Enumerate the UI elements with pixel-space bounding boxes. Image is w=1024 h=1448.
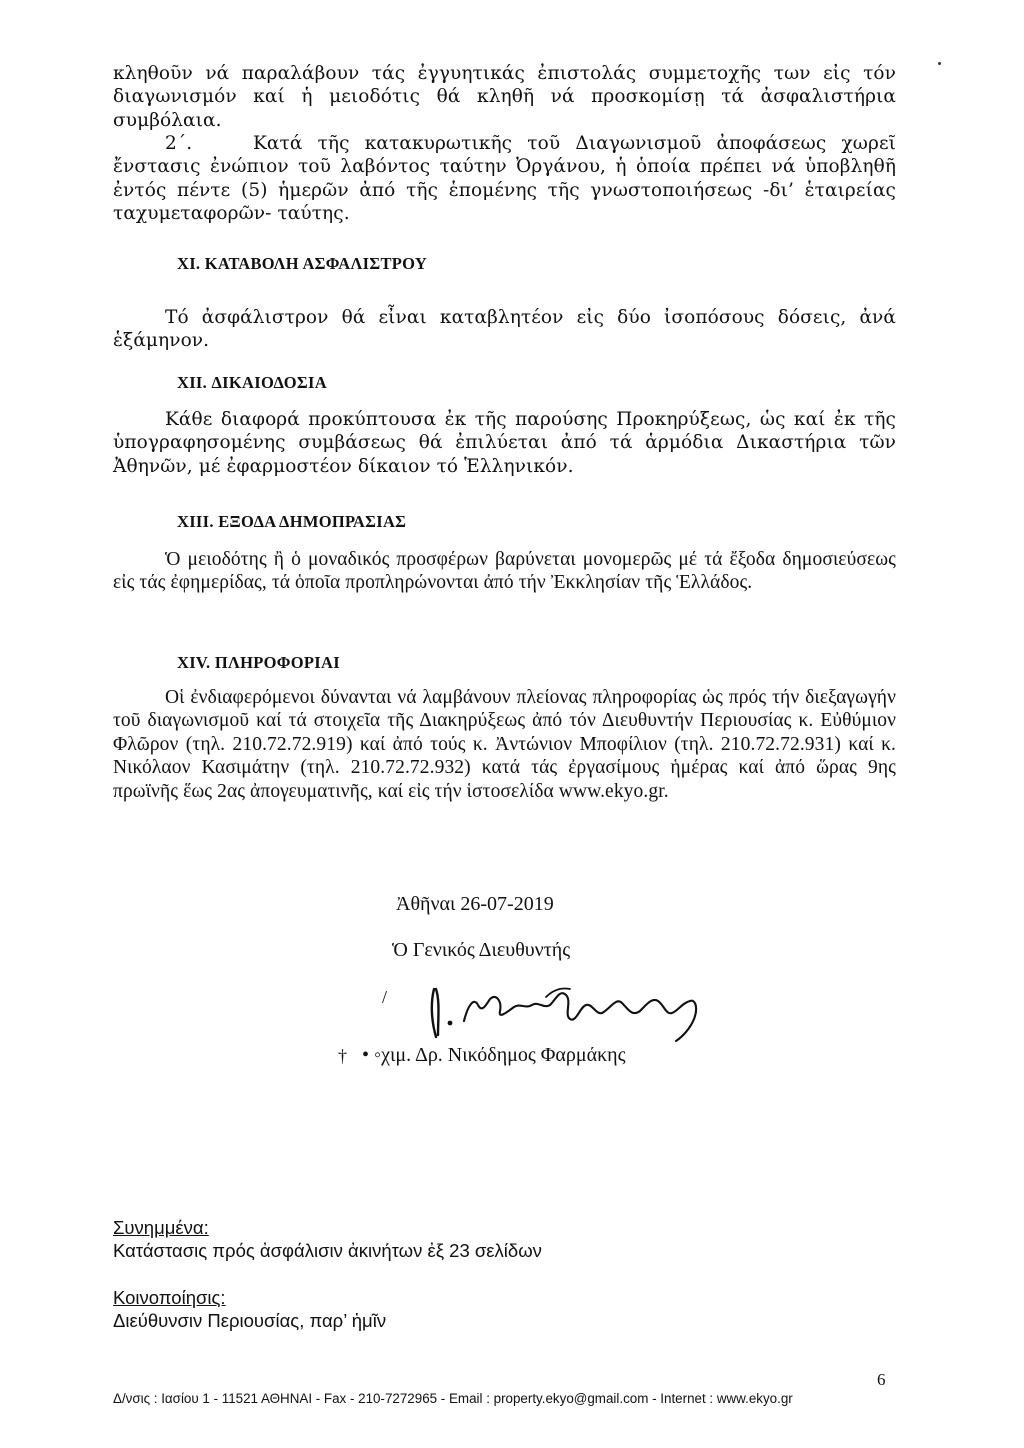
paragraph-number: 2΄.: [165, 133, 193, 154]
heading-premium-payment: XI. ΚΑΤΑΒΟΛΗ ΑΣΦΑΛΙΣΤΡΟΥ: [177, 254, 428, 273]
heading-information: XIV. ΠΛΗΡΟΦΟΡΙΑΙ: [177, 653, 340, 672]
paragraph-information: Οἱ ἐνδιαφερόμενοι δύνανται νά λαμβάνουν πλείονας πληροφορίας ὡς πρός τήν διεξαγωγήν τοῦ διαγωνισμοῦ καί τά στοιχεῖα τῆς Διακηρύξεως ἀπό τόν Διευθυντήν Περιουσίας κ. Εὐθύμιον Φλῶρον (τηλ. 210.72.72.919) καί ἀπό τούς κ. Ἀντώνιον Μποφίλιον (τηλ. 210.72.72.931) καί κ. Νικόλαον Κασιμάτην (τηλ. 210.72.72.932) κατά τάς ἐργασίμους ἡμέρας καί ἀπό ὥρας 9ης πρωϊνῆς ἕως 2ας ἀπογευματινῆς, καί εἰς τήν ἱστοσελίδα www.ekyo.gr.: [113, 687, 896, 802]
handwritten-signature: [420, 975, 710, 1043]
attachments-label: Συνημμένα:: [113, 1217, 209, 1238]
footer-contact: Δ/νσις : Ιασίου 1 - 11521 ΑΘΗΝΑΙ - Fax - 210-7272965 - Email : property.ekyo@gmail.com - Internet : www.ekyo.gr: [113, 1391, 793, 1406]
notifications-label: Κοινοποίησις:: [113, 1287, 226, 1308]
paragraph-jurisdiction: Κάθε διαφορά προκύπτουσα ἐκ τῆς παρούσης Προκηρύξεως, ὡς καί ἐκ τῆς ὑπογραφησομένης συμβάσεως θά ἐπιλύεται ἀπό τά ἁρμόδια Δικαστήρια τῶν Ἀθηνῶν, μέ ἐφαρμοστέον δίκαιον τό Ἑλληνικόν.: [113, 409, 896, 477]
paragraph-auction-expenses: Ὁ μειοδότης ἢ ὁ μοναδικός προσφέρων βαρύνεται μονομερῶς μέ τά ἔξοδα δημοσιεύσεως εἰς τάς ἐφημερίδας, τά ὁποῖα προπληρώνονται ἀπό τήν Ἐκκλησίαν τῆς Ἑλλάδος.: [113, 549, 896, 594]
paragraph-objection: [113, 132, 896, 226]
notifications-text: Διεύθυνσιν Περιουσίας, παρ’ ἡμῖν: [113, 1310, 387, 1331]
signatory-role: Ὁ Γενικός Διευθυντής: [392, 939, 571, 961]
place-date: Ἀθῆναι 26-07-2019: [396, 893, 554, 915]
attachments-text: Κατάστασις πρός ἀσφάλισιν ἀκινήτων ἐξ 23 σελίδων: [113, 1240, 542, 1261]
heading-auction-expenses: XIII. ΕΞΟΔΑ ΔΗΜΟΠΡΑΣΙΑΣ: [177, 512, 407, 531]
paragraph-continuation: κληθοῦν νά παραλάβουν τάς ἐγγυητικάς ἐπιστολάς συμμετοχῆς των εἰς τόν διαγωνισμόν καί ἡ μειοδότις θά κληθῆ νά προσκομίσῃ τά ἀσφαλιστήρια συμβόλαια.: [113, 63, 896, 131]
speck-mark: [938, 62, 941, 65]
page-number: 6: [877, 1370, 886, 1389]
heading-jurisdiction: XII. ΔΙΚΑΙΟΔΟΣΙΑ: [177, 373, 327, 392]
slash-mark: /: [382, 987, 388, 1007]
cross-mark: †: [338, 1046, 347, 1066]
signatory-name: • ◦χιμ. Δρ. Νικόδημος Φαρμάκης: [362, 1044, 626, 1066]
paragraph-premium-payment: Τό ἀσφάλιστρον θά εἶναι καταβλητέον εἰς δύο ἰσοπόσους δόσεις, ἀνά ἑξάμηνον.: [113, 307, 896, 352]
paragraph-objection-text: Κατά τῆς κατακυρωτικῆς τοῦ Διαγωνισμοῦ ἀποφάσεως χωρεῖ ἔνστασις ἐνώπιον τοῦ λαβόντος ταύτην Ὀργάνου, ἡ ὁποία πρέπει νά ὑποβληθῆ ἐντός πέντε (5) ἡμερῶν ἀπό τῆς ἑπομένης τῆς γνωστοποιήσεως -δι’ ἑταιρείας ταχυμεταφορῶν- ταύτης.: [113, 133, 896, 225]
